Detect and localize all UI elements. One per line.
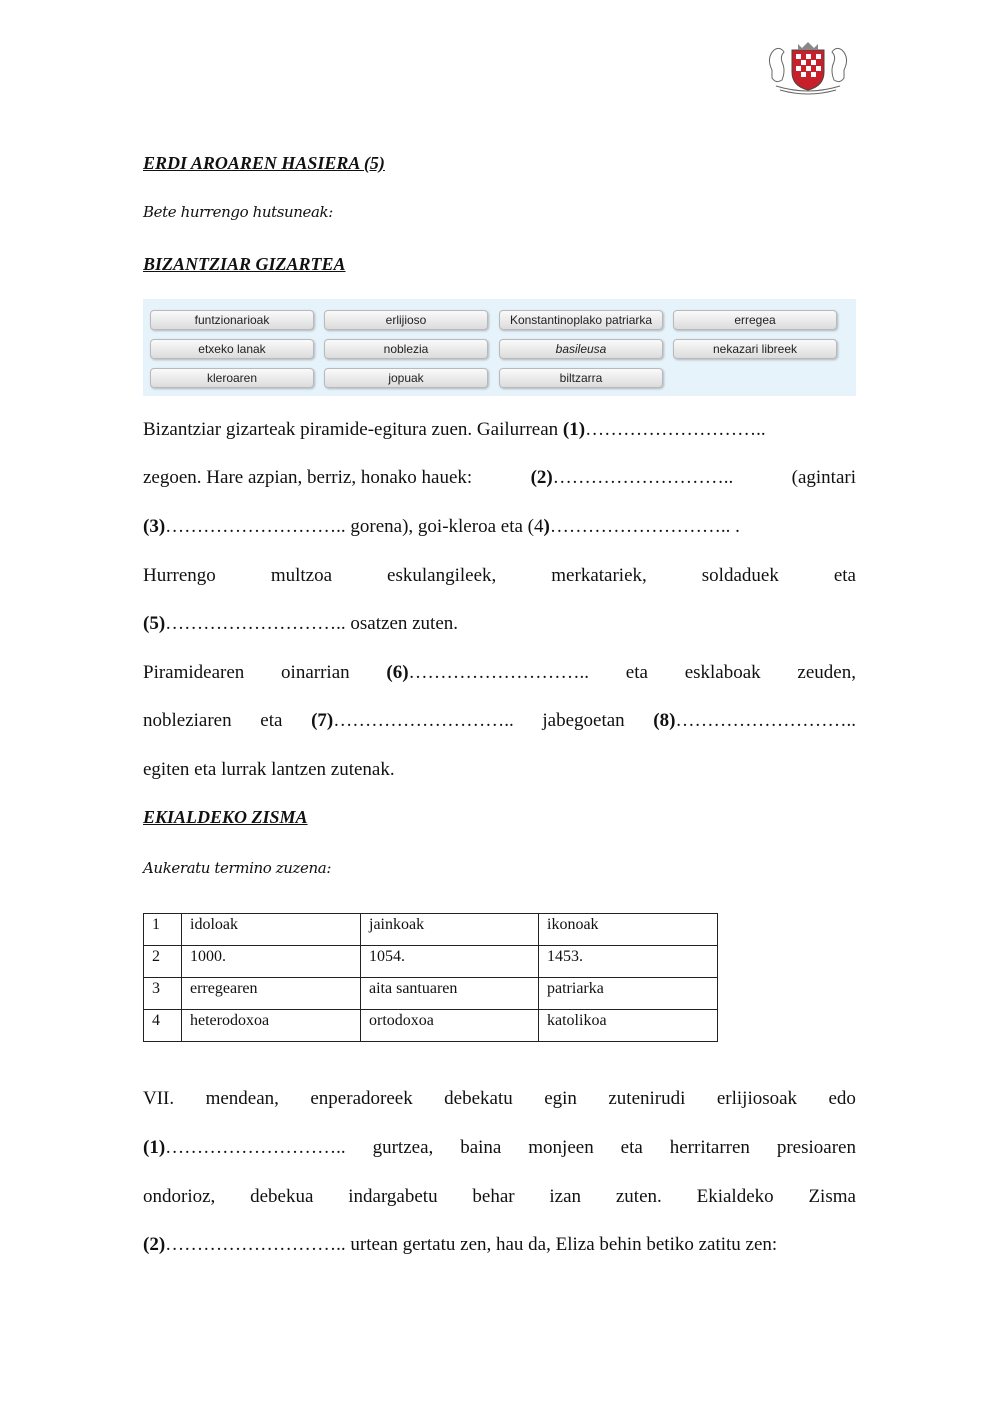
text: osatzen zuten. [345, 613, 459, 634]
word: izan [549, 1186, 582, 1207]
blank-number: (3) [143, 516, 166, 537]
choice-cell[interactable]: aita santuaren [361, 978, 539, 1010]
section-title-eastern-schism: EKIALDEKO ZISMA [143, 807, 308, 827]
text: urtean gertatu zen, hau da, Eliza behin betiko zatitu zen: [345, 1234, 778, 1255]
word: monjeen [528, 1137, 594, 1158]
word: multzoa [270, 565, 333, 586]
choice-cell[interactable]: heterodoxoa [182, 1010, 361, 1042]
blank-6[interactable]: ……………………….. [408, 662, 590, 683]
paragraph1-line3 [143, 515, 856, 539]
word: gurtzea, [372, 1137, 434, 1158]
section-title-byzantine-society: BIZANTZIAR GIZARTEA [143, 254, 346, 274]
word: eta [833, 565, 856, 586]
choice-cell[interactable]: ikonoak [539, 914, 718, 946]
word: edo [828, 1088, 856, 1109]
word-chip[interactable]: nekazari libreek [673, 339, 837, 359]
word: presioaren [776, 1137, 856, 1158]
word: Hurrengo [143, 565, 216, 586]
word: nobleziaren [143, 710, 232, 731]
choice-cell[interactable]: 1054. [361, 946, 539, 978]
word: behar [472, 1186, 515, 1207]
word: herritarren [669, 1137, 750, 1158]
word: erlijiosoak [716, 1088, 798, 1109]
choice-cell[interactable]: idoloak [182, 914, 361, 946]
blank-2[interactable]: ……………………….. [165, 1234, 346, 1255]
blank-4[interactable]: ……………………….. [549, 516, 731, 537]
text: (agintari [791, 467, 856, 488]
paragraph2-line3 [143, 1185, 856, 1209]
word: debekatu [444, 1088, 513, 1109]
word: indargabetu [348, 1186, 438, 1207]
word-chip[interactable]: kleroaren [150, 368, 314, 388]
row-number: 3 [144, 978, 182, 1010]
word: eta [620, 1137, 643, 1158]
table-row [144, 914, 718, 946]
word-chip[interactable]: basileusa [499, 339, 663, 359]
page-title: ERDI AROAREN HASIERA (5) [143, 153, 385, 173]
paragraph2-line2 [143, 1136, 856, 1160]
word: baina [460, 1137, 502, 1158]
table-row [144, 1010, 718, 1042]
choice-cell[interactable]: 1000. [182, 946, 361, 978]
word: eta [625, 662, 648, 683]
word: zuten. [615, 1186, 662, 1207]
paragraph1-line5 [143, 612, 856, 636]
row-number: 2 [144, 946, 182, 978]
word-chip[interactable]: Konstantinoplako patriarka [499, 310, 663, 330]
word-chip[interactable]: jopuak [324, 368, 488, 388]
paragraph2-line4 [143, 1233, 856, 1257]
blank-1[interactable]: ……………………….. [165, 1137, 346, 1158]
text: Bizantziar gizarteak piramide-egitura zuen. Gailurrean [143, 419, 563, 440]
paragraph2-line1 [143, 1087, 856, 1111]
paragraph1-line2 [143, 466, 856, 490]
blank-number: (8) [653, 710, 676, 731]
instruction-fill-blanks: Bete hurrengo hutsuneak: [143, 203, 333, 221]
table-row [144, 946, 718, 978]
word-chip[interactable]: funtzionarioak [150, 310, 314, 330]
choice-cell[interactable]: patriarka [539, 978, 718, 1010]
word: Ekialdeko [696, 1186, 774, 1207]
word-bank [143, 299, 856, 396]
word: VII. [143, 1088, 175, 1109]
blank-8[interactable]: ……………………….. [675, 710, 856, 731]
word-chip[interactable]: erregea [673, 310, 837, 330]
row-number: 4 [144, 1010, 182, 1042]
choice-cell[interactable]: katolikoa [539, 1010, 718, 1042]
blank-number: (2) [143, 1234, 166, 1255]
instruction-choose-term: Aukeratu termino zuzena: [143, 859, 331, 877]
paragraph1-line1 [143, 418, 856, 442]
text: zegoen. Hare azpian, berriz, honako hauek: [143, 467, 473, 488]
word-chip[interactable]: noblezia [324, 339, 488, 359]
word: Piramidearen [143, 662, 245, 683]
text: . [730, 516, 740, 537]
word: egin [544, 1088, 577, 1109]
paragraph1-line7 [143, 709, 856, 733]
word: eta [260, 710, 283, 731]
word: oinarrian [281, 662, 350, 683]
blank-1[interactable]: ……………………….. [585, 419, 766, 440]
blank-number: (1) [143, 1137, 166, 1158]
word-chip[interactable]: biltzarra [499, 368, 663, 388]
blank-2[interactable]: ……………………….. [552, 467, 734, 488]
blank-7[interactable]: ……………………….. [333, 710, 514, 731]
choice-cell[interactable]: ortodoxoa [361, 1010, 539, 1042]
blank-number: (6) [386, 662, 409, 683]
word: merkatariek, [551, 565, 647, 586]
table-row [144, 978, 718, 1010]
blank-number: (7) [311, 710, 334, 731]
row-number: 1 [144, 914, 182, 946]
word: Zisma [808, 1186, 856, 1207]
paragraph1-line6 [143, 661, 856, 685]
coat-of-arms-icon [762, 40, 854, 98]
word: soldaduek [701, 565, 779, 586]
word: ondorioz, [143, 1186, 216, 1207]
blank-number: (1) [562, 419, 586, 440]
word: zeuden, [797, 662, 856, 683]
word-chip[interactable]: erlijioso [324, 310, 488, 330]
blank-3[interactable]: ……………………….. [165, 516, 346, 537]
word: enperadoreek [310, 1088, 413, 1109]
paragraph1-line8: egiten eta lurrak lantzen zutenak. [143, 759, 395, 780]
word: debekua [250, 1186, 314, 1207]
word: esklaboak [684, 662, 761, 683]
word: jabegoetan [542, 710, 625, 731]
word: eskulangileek, [387, 565, 497, 586]
blank-5[interactable]: ……………………….. [165, 613, 346, 634]
paragraph1-line4 [143, 564, 856, 588]
word: zutenirudi [608, 1088, 686, 1109]
choice-cell[interactable]: erregearen [182, 978, 361, 1010]
word-chip[interactable]: etxeko lanak [150, 339, 314, 359]
text: gorena), goi-kleroa eta (4 [345, 516, 544, 537]
choice-cell[interactable]: 1453. [539, 946, 718, 978]
blank-number: (5) [143, 613, 166, 634]
choice-cell[interactable]: jainkoak [361, 914, 539, 946]
word: mendean, [205, 1088, 279, 1109]
blank-number: (2) [530, 467, 553, 488]
choice-table [143, 913, 718, 1042]
blank-number: ) [543, 516, 550, 537]
